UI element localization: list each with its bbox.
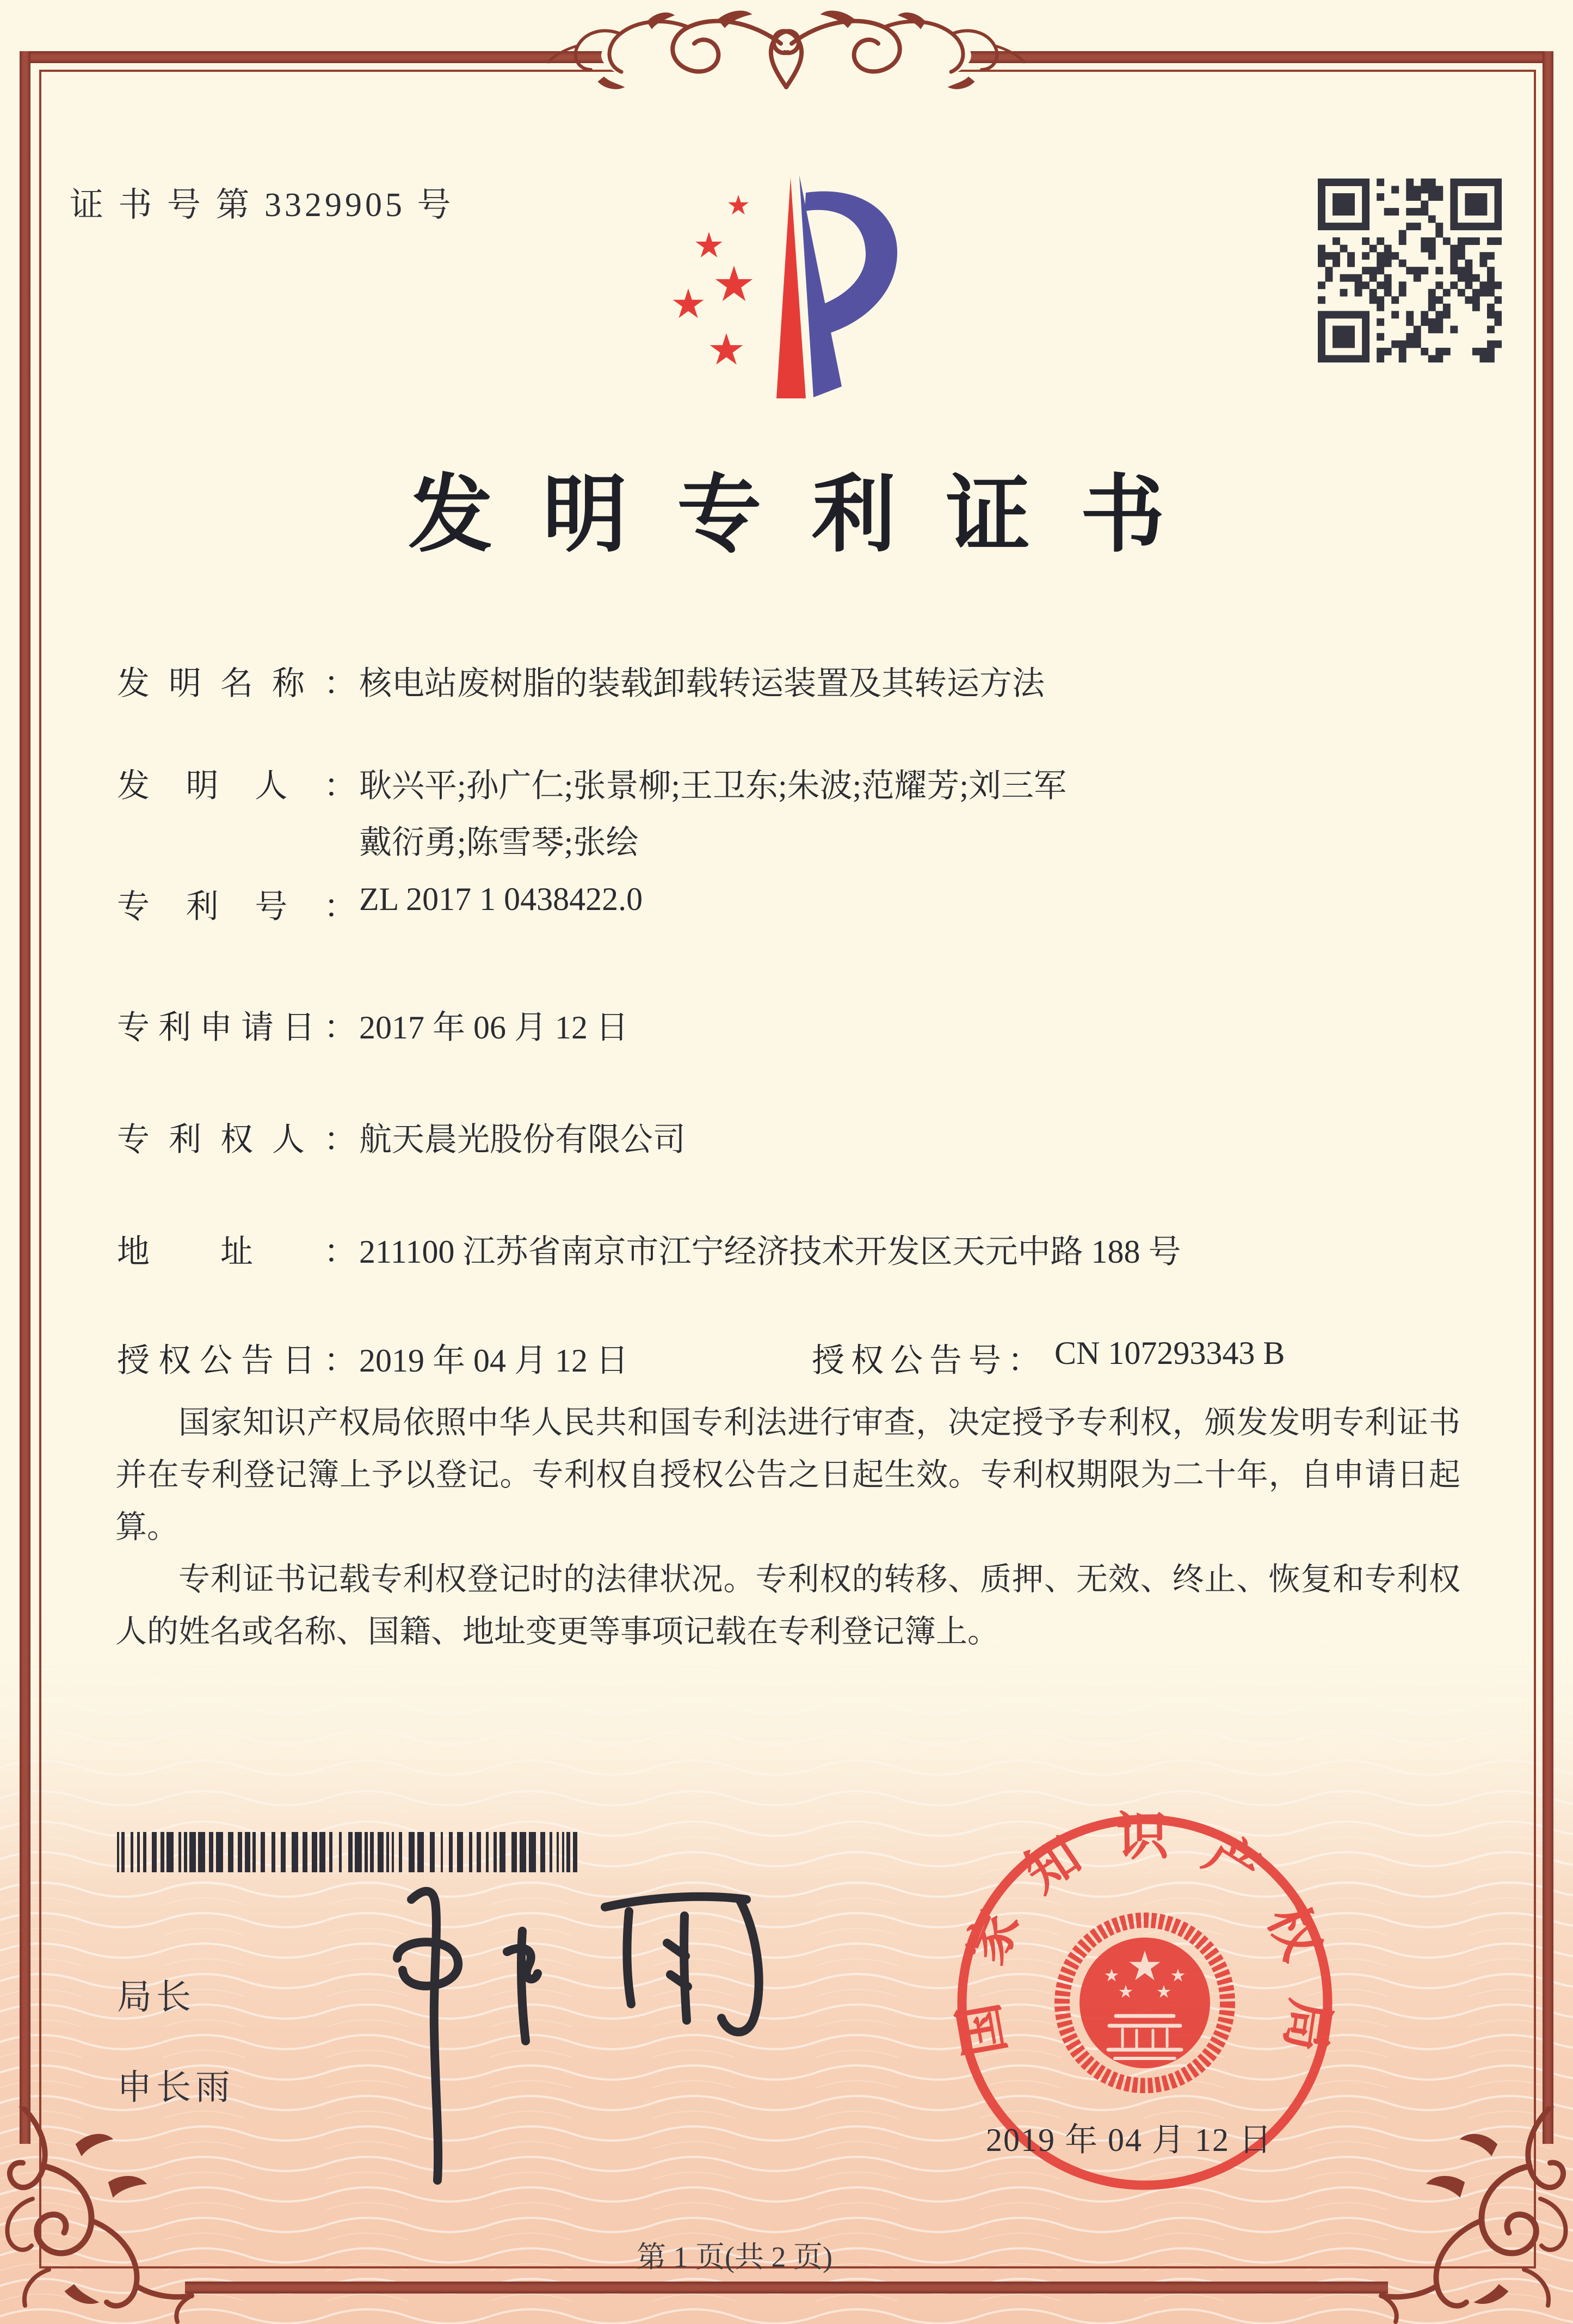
field-label-grant-number: 授权公告号： bbox=[812, 1343, 1040, 1379]
body-paragraph-1: 国家知识产权局依照中华人民共和国专利法进行审查，决定授予专利权，颁发发明专利证书并在专利登记簿上予以登记。专利权自授权公告之日起生效。专利权期限为二十年，自申请日起算。 bbox=[115, 1405, 1460, 1545]
corner-ornament-bottom-right bbox=[1366, 2106, 1573, 2324]
field-label-invention-name: 发明名称： bbox=[117, 666, 356, 702]
certificate-number: 证 书 号 第 3329905 号 bbox=[70, 187, 454, 224]
field-value-grant-date: 2019 年 04 月 12 日 bbox=[359, 1343, 628, 1379]
field-value-invention-name: 核电站废树脂的装载卸载转运装置及其转运方法 bbox=[359, 666, 1045, 702]
field-value-inventors-line1: 耿兴平;孙广仁;张景柳;王卫东;朱波;范耀芳;刘三军 bbox=[359, 768, 1067, 804]
frame-left-band bbox=[20, 51, 30, 2144]
page-footer: 第 1 页(共 2 页) bbox=[637, 2241, 832, 2273]
field-value-patentee: 航天晨光股份有限公司 bbox=[359, 1122, 686, 1158]
handwritten-signature-icon bbox=[359, 1861, 871, 2199]
field-value-inventors-line2: 戴衍勇;陈雪琴;张绘 bbox=[359, 825, 639, 860]
page-title: 发明专利证书 bbox=[408, 469, 1215, 562]
field-label-inventors: 发明人： bbox=[117, 768, 356, 804]
frame-bottom-band bbox=[185, 2282, 1388, 2294]
field-label-grant-date: 授权公告日： bbox=[117, 1343, 356, 1379]
field-value-address: 211100 江苏省南京市江宁经济技术开发区天元中路 188 号 bbox=[359, 1234, 1181, 1270]
seal-date: 2019 年 04 月 12 日 bbox=[986, 2122, 1273, 2158]
body-paragraph-2: 专利证书记载专利权登记时的法律状况。专利权的转移、质押、无效、终止、恢复和专利权人的姓名或名称、国籍、地址变更等事项记载在专利登记簿上。 bbox=[115, 1561, 1460, 1649]
cnipa-logo-icon bbox=[645, 159, 933, 404]
field-value-grant-number: CN 107293343 B bbox=[1054, 1335, 1285, 1371]
field-value-patent-number: ZL 2017 1 0438422.0 bbox=[359, 881, 643, 917]
field-label-filing-date: 专利申请日： bbox=[117, 1010, 356, 1046]
corner-ornament-bottom-left bbox=[0, 2106, 207, 2324]
field-label-patent-number: 专利号： bbox=[117, 889, 356, 925]
seal-ring-text: 国家知识产权局 bbox=[949, 1807, 1340, 2061]
field-label-address: 地址： bbox=[117, 1234, 356, 1270]
field-label-patentee: 专利权人： bbox=[117, 1122, 356, 1158]
qr-code-icon bbox=[1318, 179, 1502, 362]
signer-name: 申长雨 bbox=[117, 2068, 235, 2107]
field-value-filing-date: 2017 年 06 月 12 日 bbox=[359, 1010, 628, 1046]
signer-role: 局长 bbox=[117, 1978, 195, 2016]
frame-right-band bbox=[1543, 51, 1553, 2144]
dragon-scroll-ornament-top bbox=[533, 5, 1039, 103]
legal-text-block bbox=[115, 1397, 1460, 1658]
